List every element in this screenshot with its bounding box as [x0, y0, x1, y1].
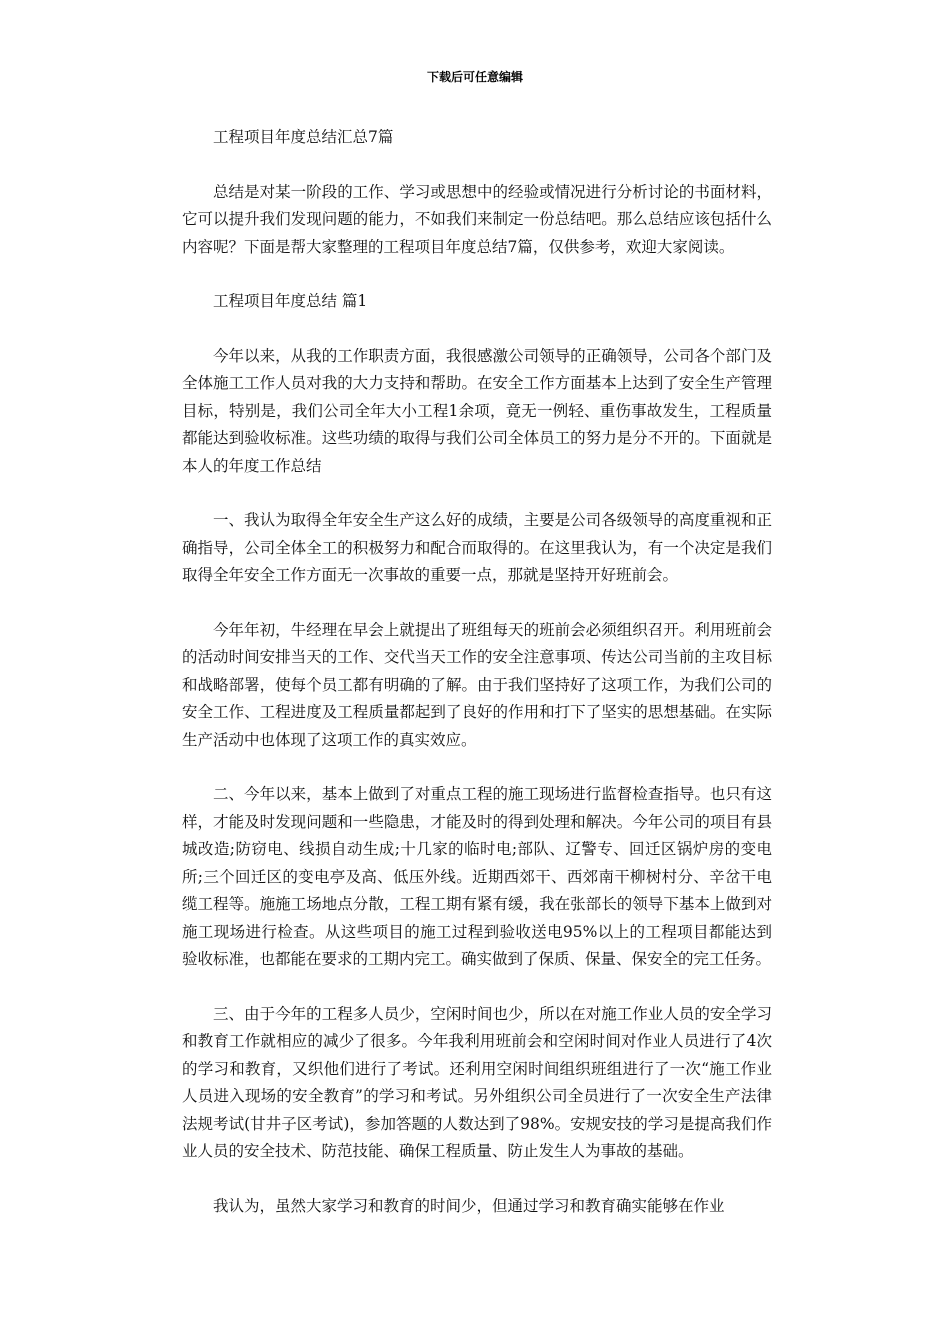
document-title: 工程项目年度总结汇总7篇 — [213, 128, 394, 146]
body-paragraph: 一、我认为取得全年安全生产这么好的成绩，主要是公司各级领导的高度重视和正确指导，公司全体全工的积极努力和配合而取得的。在这里我认为，有一个决定是我们取得全年安全工作方面无一次事故的重要一点，那就是坚持开好班前会。 — [182, 511, 772, 584]
body-paragraph: 三、由于今年的工程多人员少，空闲时间也少，所以在对施工作业人员的安全学习和教育工作就相应的减少了很多。今年我利用班前会和空闲时间对作业人员进行了4次的学习和教育，又织他们进行了考试。还利用空闲时间组织班组进行了一次“施工作业人员进入现场的安全教育”的学习和考试。另外组织公司全员进行了一次安全生产法律法规考试(甘井子区考试)，参加答题的人数达到了98%。安规安技的学习是提高我们作业人员的安全技术、防范技能、确保工程质量、防止发生人为事故的基础。 — [182, 1004, 772, 1160]
body-paragraph: 我认为，虽然大家学习和教育的时间少，但通过学习和教育确实能够在作业 — [213, 1196, 725, 1215]
body-paragraph: 二、今年以来，基本上做到了对重点工程的施工现场进行监督检查指导。也只有这样，才能及时发现问题和一些隐患，才能及时的得到处理和解决。今年公司的项目有县城改造;防窃电、线损自动生成;十几家的临时电;部队、辽警专、回迁区锅炉房的变电所;三个回迁区的变电亭及高、低压外线。近期西郊干、西郊南干柳树村分、辛岔干电缆工程等。施施工场地点分散，工程工期有紧有缓，我在张部长的领导下基本上做到对施工现场进行检查。从这些项目的施工过程到验收送电95%以上的工程项目都能达到验收标准，也都能在要求的工期内完工。确实做到了保质、保量、保安全的完工任务。 — [182, 785, 772, 968]
body-paragraph: 今年年初，牛经理在早会上就提出了班组每天的班前会必须组织召开。利用班前会的活动时间安排当天的工作、交代当天工作的安全注意事项、传达公司当前的主攻目标和战略部署，使每个员工都有明确的了解。由于我们坚持好了这项工作，为我们公司的安全工作、工程进度及工程质量都起到了良好的作用和打下了坚实的思想基础。在实际生产活动中也体现了这项工作的真实效应。 — [182, 620, 772, 749]
body-paragraph: 今年以来，从我的工作职责方面，我很感激公司领导的正确领导，公司各个部门及全体施工工作人员对我的大力支持和帮助。在安全工作方面基本上达到了安全生产管理目标，特别是，我们公司全年大小工程1余项，竟无一例轻、重伤事故发生，工程质量都能达到验收标准。这些功绩的取得与我们公司全体员工的努力是分不开的。下面就是本人的年度工作总结 — [182, 346, 772, 475]
intro-paragraph: 总结是对某一阶段的工作、学习或思想中的经验或情况进行分析讨论的书面材料，它可以提升我们发现问题的能力，不如我们来制定一份总结吧。那么总结应该包括什么内容呢？下面是帮大家整理的工程项目年度总结7篇，仅供参考，欢迎大家阅读。 — [182, 182, 772, 256]
section-title: 工程项目年度总结 篇1 — [213, 292, 368, 310]
header-note: 下载后可任意编辑 — [426, 70, 523, 84]
document-body — [182, 124, 772, 1247]
